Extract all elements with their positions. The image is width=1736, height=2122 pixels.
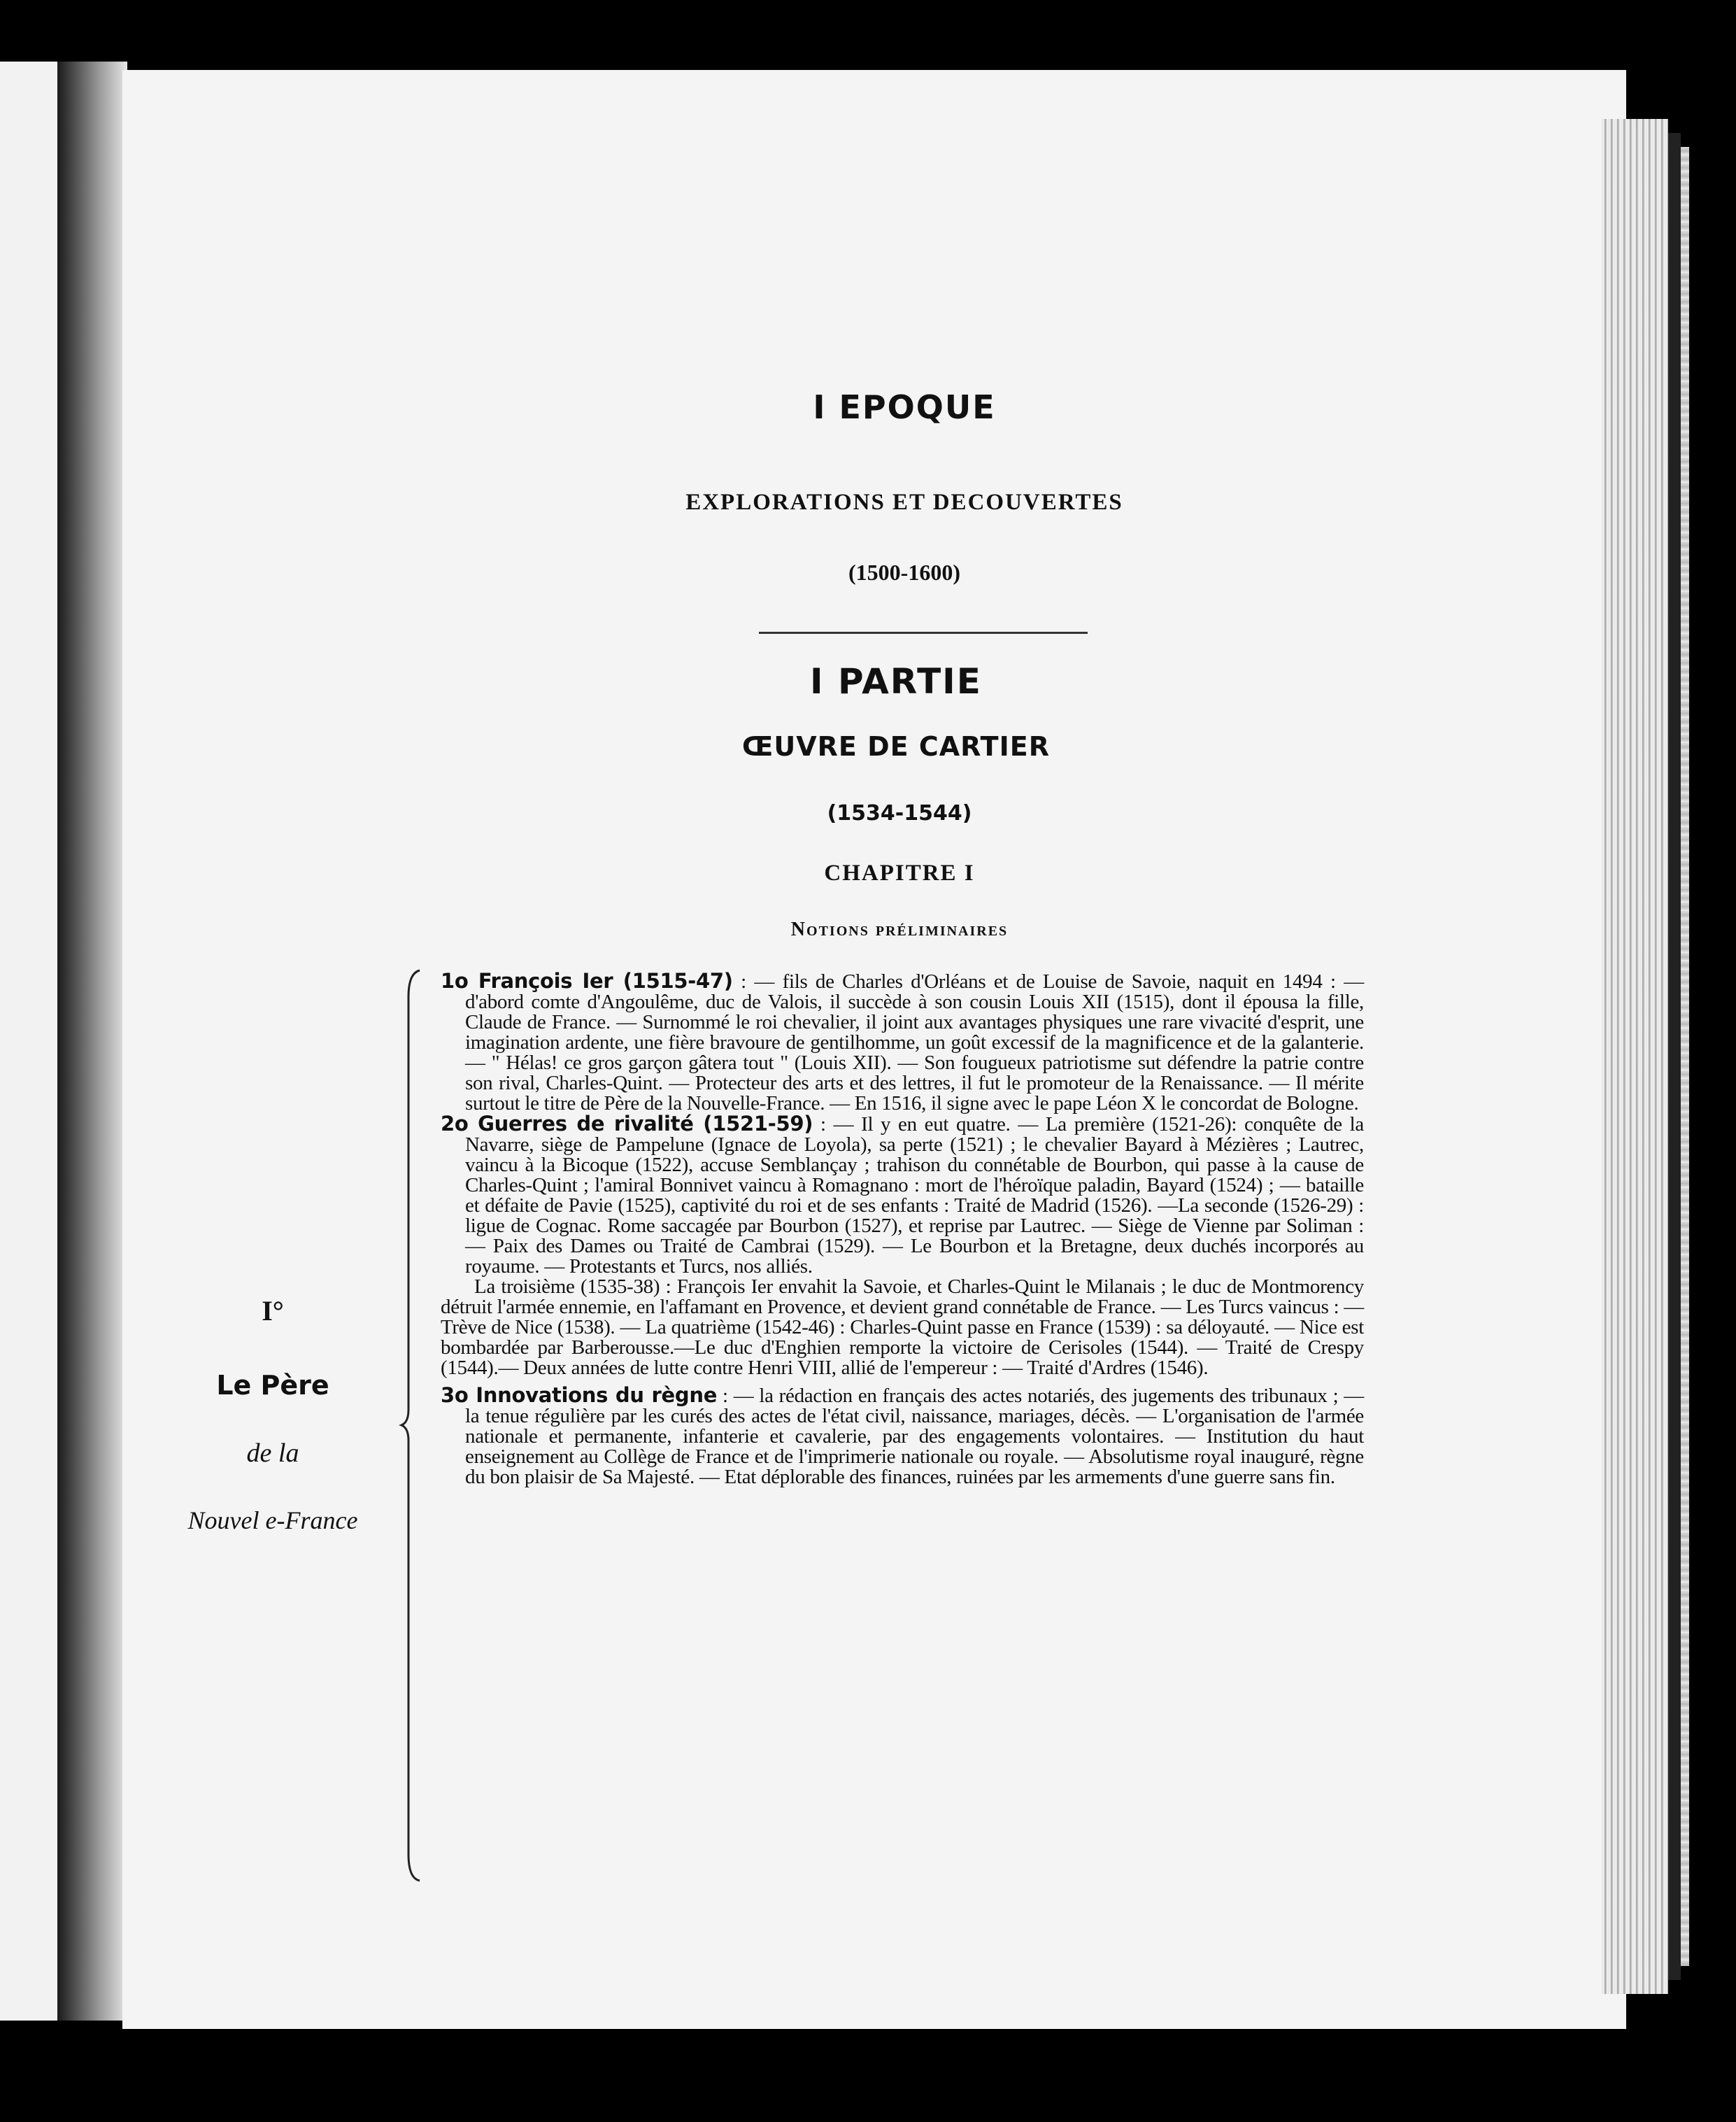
paragraph-innovations	[441, 1385, 1364, 1487]
paragraph-francois-ier	[441, 971, 1364, 1114]
paragraph-text: : — fils de Charles d'Orléans et de Louise de Savoie, naquit en 1494 : — d'abord comte d'Angoulême, duc de Valois, il succède à son cousin Louis XII (1515), dont il épousa la fille, Claude de France. — Surnommé le roi chevalier, il joint aux avantages physiques une rare vivacité d'esprit, une imagination ardente, une fière bravoure de gentilhomme, un goût excessif de la magnificence et de la galanterie. — " Hélas! ce gros garçon gâtera tout " (Louis XII). — Son fougueux patriotisme sut défendre la patrie contre son rival, Charles-Quint. — Protecteur des arts et des lettres, il fut le promoteur de la Renaissance. — Il mérite surtout le titre de Père de la Nouvelle-France. — En 1516, il signe avec le pape Léon X le concordat de Bologne.	[465, 970, 1365, 1115]
partie-title: I PARTIE	[810, 661, 982, 702]
side-heading-line3: Nouvel e-France	[187, 1506, 358, 1534]
section-divider	[759, 632, 1088, 634]
paragraph-guerres	[441, 1114, 1364, 1277]
epoque-dates: (1500-1600)	[848, 560, 960, 585]
side-heading-line1: Le Père	[216, 1370, 329, 1401]
left-page-edge	[0, 62, 57, 2021]
paragraph-heading: 3o Innovations du règne	[441, 1383, 718, 1407]
paragraph-troisieme: La troisième (1535-38) : François Ier envahit la Savoie, et Charles-Quint le Milanais ; le duc de Montmorency détruit l'armée ennemie, en l'affamant en Provence, et devient grand connétable de France. — Les Turcs vaincus : — Trève de Nice (1538). — La quatrième (1542-46) : Charles-Quint passe en France (1539) : sa déloyauté. — Nice est bombardée par Barberousse.—Le duc d'Enghien remporte la victoire de Cerisoles (1544). — Traité de Crespy (1544).— Deux années de lutte contre Henri VIII, allié de l'empereur : — Traité d'Ardres (1546).	[441, 1275, 1364, 1379]
epoque-title: I EPOQUE	[813, 388, 996, 426]
chapter-title: CHAPITRE I	[824, 861, 975, 886]
paragraph-text: : — Il y en eut quatre. — La première (1521-26): conquête de la Navarre, siège de Pampelune (Ignace de Loyola), sa perte (1521) ; le chevalier Bayard à Mézières ; Lautrec, vaincu à la Bicoque (1522), accuse Semblançay ; trahison du connétable de Bourbon, qui passe à la cause de Charles-Quint ; l'amiral Bonnivet vaincu à Romagnano : mort de l'héroïque paladin, Bayard (1524) ; — bataille et défaite de Pavie (1525), captivité du roi et de ses enfants : Traité de Madrid (1526). —La seconde (1526-29) : ligue de Cognac. Rome saccagée par Bourbon (1527), et reprise par Lautrec. — Siège de Vienne par Soliman : — Paix des Dames ou Traité de Cambrai (1529). — Le Bourbon et la Bretagne, deux duchés incorporés au royaume. — Protestants et Turcs, nos alliés.	[465, 1113, 1365, 1278]
partie-subtitle: ŒUVRE DE CARTIER	[742, 731, 1050, 762]
side-heading-line2: de la	[246, 1438, 299, 1468]
book-gutter	[57, 62, 127, 2021]
paragraph-text: : — la rédaction en français des actes notariés, des jugements des tribunaux ; — la tenue régulière par les curés des actes de l'état civil, naissance, mariages, décès. — L'organisation de l'armée nationale et permanente, infanterie et cavalerie, par des engagements volontaires. — Institution du haut enseignement au Collège de France et de l'imprimerie nationale ou royale. — Absolutisme royal inauguré, règne du bon plaisir de Sa Majesté. — Etat déplorable des finances, ruinées par les armements d'une guerre sans fin.	[465, 1385, 1364, 1488]
paragraph-heading: 1o François Ier (1515-47)	[441, 969, 733, 993]
epoque-subtitle: EXPLORATIONS ET DECOUVERTES	[685, 490, 1123, 515]
margin-brace	[399, 969, 422, 1882]
chapter-body	[441, 971, 1364, 1487]
side-heading-number: I°	[262, 1295, 284, 1327]
partie-dates: (1534-1544)	[827, 801, 972, 826]
chapter-subtitle: Notions préliminaires	[790, 919, 1009, 940]
paragraph-heading: 2o Guerres de rivalité (1521-59)	[441, 1112, 813, 1136]
